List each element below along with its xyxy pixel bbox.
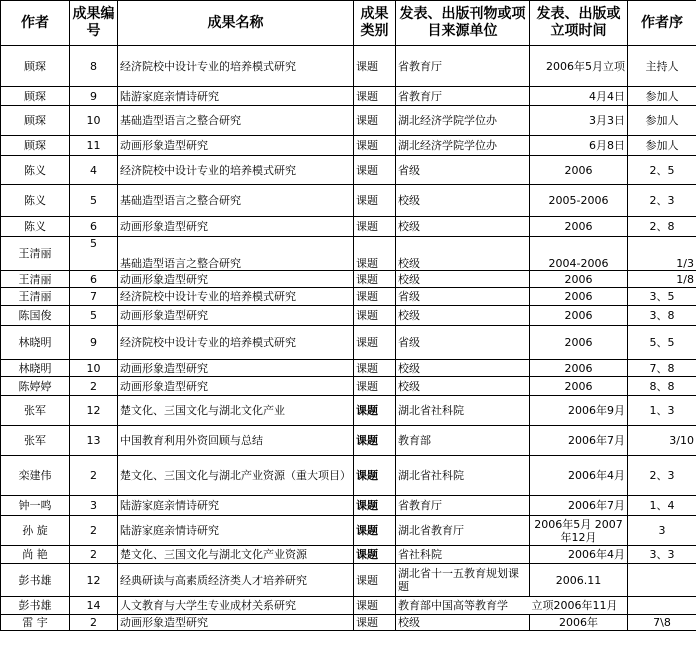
cell-author: 孙 旋 <box>1 516 70 546</box>
cell-order: 8、8 <box>628 377 696 396</box>
table-row <box>1 426 696 456</box>
cell-order: 1、3 <box>628 396 696 426</box>
table-row <box>1 516 696 546</box>
table-row <box>1 185 696 217</box>
cell-author: 彭书雄 <box>1 564 70 597</box>
cell-title: 基础造型语言之整合研究 <box>118 185 354 217</box>
cell-order: 2、3 <box>628 456 696 496</box>
cell-order: 参加人 <box>628 106 696 136</box>
table-row <box>1 156 696 185</box>
cell-date: 2006 <box>530 306 628 326</box>
cell-author: 顾琛 <box>1 136 70 156</box>
cell-order: 3、3 <box>628 546 696 564</box>
cell-number: 6 <box>70 271 118 288</box>
cell-source: 湖北经济学院学位办 <box>396 136 530 156</box>
cell-category: 课题 <box>354 377 396 396</box>
cell-title: 楚文化、三国文化与湖北产业资源（重大项目） <box>118 456 354 496</box>
cell-number: 5 <box>70 237 118 271</box>
cell-title: 动画形象造型研究 <box>118 377 354 396</box>
cell-number: 6 <box>70 217 118 237</box>
cell-source: 教育部 <box>396 426 530 456</box>
table-row <box>1 564 696 597</box>
table-row <box>1 46 696 87</box>
cell-title: 楚文化、三国文化与湖北文化产业 <box>118 396 354 426</box>
cell-title: 陆游家庭亲情诗研究 <box>118 516 354 546</box>
cell-order <box>628 597 696 615</box>
cell-author: 陈婷婷 <box>1 377 70 396</box>
cell-order: 3、5 <box>628 288 696 306</box>
cell-title: 动画形象造型研究 <box>118 217 354 237</box>
cell-author: 陈义 <box>1 156 70 185</box>
cell-order: 2、5 <box>628 156 696 185</box>
cell-author: 顾琛 <box>1 46 70 87</box>
cell-order: 5、5 <box>628 326 696 360</box>
cell-order: 1、4 <box>628 496 696 516</box>
cell-order: 2、3 <box>628 185 696 217</box>
cell-category: 课题 <box>354 136 396 156</box>
cell-source: 省级 <box>396 156 530 185</box>
cell-author: 尚 艳 <box>1 546 70 564</box>
cell-category: 课题 <box>354 46 396 87</box>
cell-source: 省教育厅 <box>396 496 530 516</box>
cell-date: 2006年4月 <box>530 456 628 496</box>
table-row <box>1 615 696 631</box>
cell-category: 课题 <box>354 546 396 564</box>
cell-author: 顾琛 <box>1 106 70 136</box>
cell-author: 陈义 <box>1 185 70 217</box>
cell-source: 校级 <box>396 377 530 396</box>
cell-source: 校级 <box>396 217 530 237</box>
cell-title: 经济院校中设计专业的培养模式研究 <box>118 46 354 87</box>
header-author-order: 作者序 <box>628 1 696 46</box>
cell-date: 4月4日 <box>530 87 628 106</box>
cell-category: 课题 <box>354 185 396 217</box>
table-row <box>1 597 696 615</box>
cell-title: 经济院校中设计专业的培养模式研究 <box>118 288 354 306</box>
table-row <box>1 496 696 516</box>
cell-category: 课题 <box>354 426 396 456</box>
cell-date: 立项2006年11月 <box>530 597 628 615</box>
cell-category: 课题 <box>354 288 396 306</box>
cell-category: 课题 <box>354 360 396 377</box>
cell-number: 5 <box>70 306 118 326</box>
cell-order: 7、8 <box>628 360 696 377</box>
cell-source: 校级 <box>396 185 530 217</box>
header-row <box>1 1 696 46</box>
cell-title: 中国教育利用外资回顾与总结 <box>118 426 354 456</box>
cell-order: 3/10 <box>628 426 696 456</box>
cell-category: 课题 <box>354 87 396 106</box>
header-result-number: 成果编号 <box>70 1 118 46</box>
cell-date: 3月3日 <box>530 106 628 136</box>
cell-order <box>628 564 696 597</box>
cell-title: 动画形象造型研究 <box>118 271 354 288</box>
cell-category: 课题 <box>354 106 396 136</box>
cell-number: 2 <box>70 615 118 631</box>
cell-source: 省社科院 <box>396 546 530 564</box>
cell-date: 2006年4月 <box>530 546 628 564</box>
cell-source: 省级 <box>396 326 530 360</box>
cell-number: 4 <box>70 156 118 185</box>
cell-date: 6月8日 <box>530 136 628 156</box>
cell-number: 2 <box>70 516 118 546</box>
header-source-unit: 发表、出版刊物或项目来源单位 <box>396 1 530 46</box>
cell-source: 校级 <box>396 360 530 377</box>
cell-author: 彭书雄 <box>1 597 70 615</box>
cell-source: 湖北省社科院 <box>396 396 530 426</box>
cell-source: 省教育厅 <box>396 46 530 87</box>
cell-title: 基础造型语言之整合研究 <box>118 106 354 136</box>
table-row <box>1 87 696 106</box>
cell-category: 课题 <box>354 326 396 360</box>
cell-date: 2006年5月 2007年12月 <box>530 516 628 546</box>
cell-order: 参加人 <box>628 87 696 106</box>
cell-title: 动画形象造型研究 <box>118 136 354 156</box>
cell-category: 课题 <box>354 597 396 615</box>
cell-date: 2005-2006 <box>530 185 628 217</box>
cell-source: 校级 <box>396 237 530 271</box>
cell-date: 2006年9月 <box>530 396 628 426</box>
cell-date: 2006.11 <box>530 564 628 597</box>
header-result-category: 成果类别 <box>354 1 396 46</box>
cell-source: 校级 <box>396 271 530 288</box>
cell-source: 省级 <box>396 288 530 306</box>
cell-date: 2006年5月立项 <box>530 46 628 87</box>
cell-number: 7 <box>70 288 118 306</box>
table-row <box>1 546 696 564</box>
cell-source: 湖北省十一五教育规划课题 <box>396 564 530 597</box>
cell-title: 经典研读与高素质经济类人才培养研究 <box>118 564 354 597</box>
header-date: 发表、出版或立项时间 <box>530 1 628 46</box>
cell-date: 2006 <box>530 156 628 185</box>
cell-number: 8 <box>70 46 118 87</box>
cell-author: 林晓明 <box>1 326 70 360</box>
cell-source: 校级 <box>396 615 530 631</box>
cell-author: 陈国俊 <box>1 306 70 326</box>
header-author: 作者 <box>1 1 70 46</box>
table-row <box>1 237 696 271</box>
cell-author: 雷 宇 <box>1 615 70 631</box>
cell-category: 课题 <box>354 396 396 426</box>
cell-title: 楚文化、三国文化与湖北文化产业资源 <box>118 546 354 564</box>
cell-title: 经济院校中设计专业的培养模式研究 <box>118 326 354 360</box>
cell-number: 12 <box>70 564 118 597</box>
cell-author: 张军 <box>1 426 70 456</box>
cell-author: 王清丽 <box>1 271 70 288</box>
cell-source: 省教育厅 <box>396 87 530 106</box>
table-row <box>1 217 696 237</box>
cell-author: 陈义 <box>1 217 70 237</box>
header-result-name: 成果名称 <box>118 1 354 46</box>
cell-number: 10 <box>70 360 118 377</box>
cell-number: 10 <box>70 106 118 136</box>
cell-category: 课题 <box>354 516 396 546</box>
cell-source: 湖北省社科院 <box>396 456 530 496</box>
cell-title: 基础造型语言之整合研究 <box>118 237 354 271</box>
cell-category: 课题 <box>354 456 396 496</box>
cell-author: 林晓明 <box>1 360 70 377</box>
cell-author: 顾琛 <box>1 87 70 106</box>
cell-title: 动画形象造型研究 <box>118 306 354 326</box>
cell-number: 9 <box>70 326 118 360</box>
cell-category: 课题 <box>354 564 396 597</box>
cell-author: 王清丽 <box>1 237 70 271</box>
cell-order: 3、8 <box>628 306 696 326</box>
cell-order: 7\8 <box>628 615 696 631</box>
table-row <box>1 396 696 426</box>
cell-date: 2004-2006 <box>530 237 628 271</box>
table-row <box>1 360 696 377</box>
cell-source: 湖北经济学院学位办 <box>396 106 530 136</box>
cell-title: 陆游家庭亲情诗研究 <box>118 87 354 106</box>
cell-date: 2006 <box>530 288 628 306</box>
cell-order: 1/3 <box>628 237 696 271</box>
cell-date: 2006年7月 <box>530 496 628 516</box>
cell-order: 主持人 <box>628 46 696 87</box>
cell-date: 2006年 <box>530 615 628 631</box>
cell-author: 钟一鸣 <box>1 496 70 516</box>
table-row <box>1 136 696 156</box>
cell-date: 2006年7月 <box>530 426 628 456</box>
table-row <box>1 106 696 136</box>
cell-date: 2006 <box>530 271 628 288</box>
cell-order: 2、8 <box>628 217 696 237</box>
cell-number: 5 <box>70 185 118 217</box>
cell-category: 课题 <box>354 217 396 237</box>
table-row <box>1 326 696 360</box>
cell-number: 11 <box>70 136 118 156</box>
cell-author: 张军 <box>1 396 70 426</box>
cell-category: 课题 <box>354 615 396 631</box>
cell-order: 参加人 <box>628 136 696 156</box>
table-row <box>1 377 696 396</box>
cell-category: 课题 <box>354 496 396 516</box>
table-row <box>1 288 696 306</box>
cell-title: 陆游家庭亲情诗研究 <box>118 496 354 516</box>
cell-number: 12 <box>70 396 118 426</box>
cell-source: 教育部中国高等教育学 <box>396 597 530 615</box>
cell-date: 2006 <box>530 326 628 360</box>
cell-source: 校级 <box>396 306 530 326</box>
cell-title: 经济院校中设计专业的培养模式研究 <box>118 156 354 185</box>
cell-date: 2006 <box>530 377 628 396</box>
cell-category: 课题 <box>354 237 396 271</box>
cell-category: 课题 <box>354 306 396 326</box>
cell-date: 2006 <box>530 217 628 237</box>
cell-author: 栾建伟 <box>1 456 70 496</box>
cell-number: 14 <box>70 597 118 615</box>
cell-title: 动画形象造型研究 <box>118 615 354 631</box>
cell-title: 人文教育与大学生专业成材关系研究 <box>118 597 354 615</box>
table-row <box>1 306 696 326</box>
cell-category: 课题 <box>354 156 396 185</box>
table-row <box>1 456 696 496</box>
cell-number: 13 <box>70 426 118 456</box>
cell-number: 2 <box>70 377 118 396</box>
cell-order: 1/8 <box>628 271 696 288</box>
table-row <box>1 271 696 288</box>
cell-date: 2006 <box>530 360 628 377</box>
cell-category: 课题 <box>354 271 396 288</box>
cell-number: 9 <box>70 87 118 106</box>
cell-title: 动画形象造型研究 <box>118 360 354 377</box>
cell-author: 王清丽 <box>1 288 70 306</box>
cell-number: 3 <box>70 496 118 516</box>
cell-source: 湖北省教育厅 <box>396 516 530 546</box>
cell-number: 2 <box>70 456 118 496</box>
cell-order: 3 <box>628 516 696 546</box>
cell-number: 2 <box>70 546 118 564</box>
